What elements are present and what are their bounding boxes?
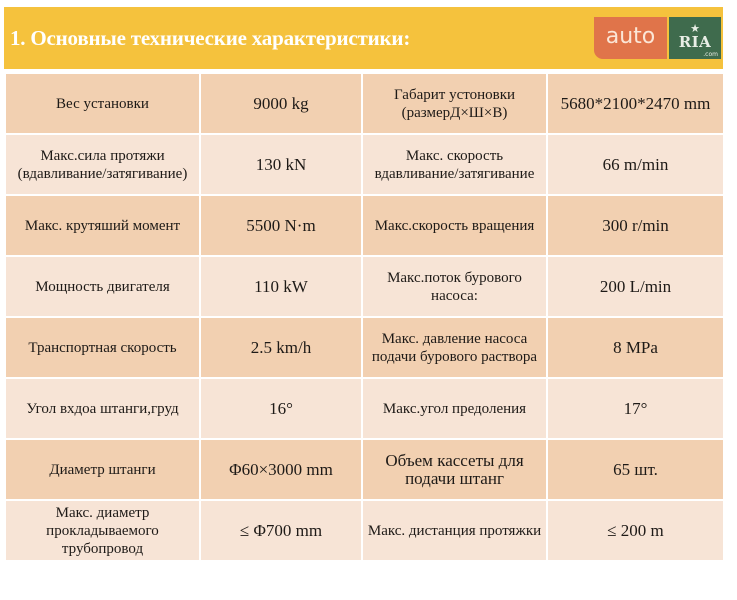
spec-value: 16°: [200, 378, 362, 439]
spec-value: 2.5 km/h: [200, 317, 362, 378]
spec-label: Макс. давление насоса подачи бурового раствора: [362, 317, 547, 378]
spec-label: Вес установки: [5, 73, 200, 134]
spec-label: Макс. скорость вдавливание/затягивание: [362, 134, 547, 195]
table-row: [5, 195, 724, 256]
spec-value: 300 r/min: [547, 195, 724, 256]
logo-auto-text: auto: [594, 17, 667, 59]
table-row: [5, 500, 724, 561]
spec-label: Макс. дистанция протяжки: [362, 500, 547, 561]
spec-value: 9000 kg: [200, 73, 362, 134]
section-header-banner: [4, 7, 723, 69]
spec-label: Макс.поток бурового насоса:: [362, 256, 547, 317]
spec-label: Макс. крутяший момент: [5, 195, 200, 256]
spec-value: 17°: [547, 378, 724, 439]
spec-label: Диаметр штанги: [5, 439, 200, 500]
spec-value: 5680*2100*2470 mm: [547, 73, 724, 134]
spec-value: 65 шт.: [547, 439, 724, 500]
spec-label: Объем кассеты для подачи штанг: [362, 439, 547, 500]
spec-label: Макс.угол предоления: [362, 378, 547, 439]
spec-label: Угол вхдоа штанги,груд: [5, 378, 200, 439]
table-row: [5, 317, 724, 378]
spec-value: 5500 N·m: [200, 195, 362, 256]
table-row: [5, 378, 724, 439]
specifications-table: [4, 72, 725, 562]
section-title: 1. Основные технические характеристики:: [10, 26, 411, 50]
spec-label: Макс. диаметр прокладываемого трубопровод: [5, 500, 200, 561]
spec-value: ≤ 200 m: [547, 500, 724, 561]
spec-value: 130 kN: [200, 134, 362, 195]
table-row: [5, 134, 724, 195]
spec-value: 200 L/min: [547, 256, 724, 317]
spec-value: 8 MPa: [547, 317, 724, 378]
star-icon: ★: [690, 23, 700, 35]
table-row: [5, 73, 724, 134]
spec-value: Φ60×3000 mm: [200, 439, 362, 500]
autoria-logo: [594, 17, 721, 59]
logo-ria-text: RIA: [678, 33, 712, 51]
spec-label: Транспортная скорость: [5, 317, 200, 378]
logo-com-text: .com: [703, 51, 718, 58]
spec-value: 110 kW: [200, 256, 362, 317]
spec-label: Макс.скорость вращения: [362, 195, 547, 256]
spec-label: Макс.сила протяжи (вдавливание/затягивание): [5, 134, 200, 195]
spec-value: ≤ Φ700 mm: [200, 500, 362, 561]
spec-label: Мощность двигателя: [5, 256, 200, 317]
table-row: [5, 256, 724, 317]
logo-ria-block: [669, 17, 721, 59]
spec-value: 66 m/min: [547, 134, 724, 195]
table-row: [5, 439, 724, 500]
spec-label: Габарит устоновки (размерД×Ш×В): [362, 73, 547, 134]
